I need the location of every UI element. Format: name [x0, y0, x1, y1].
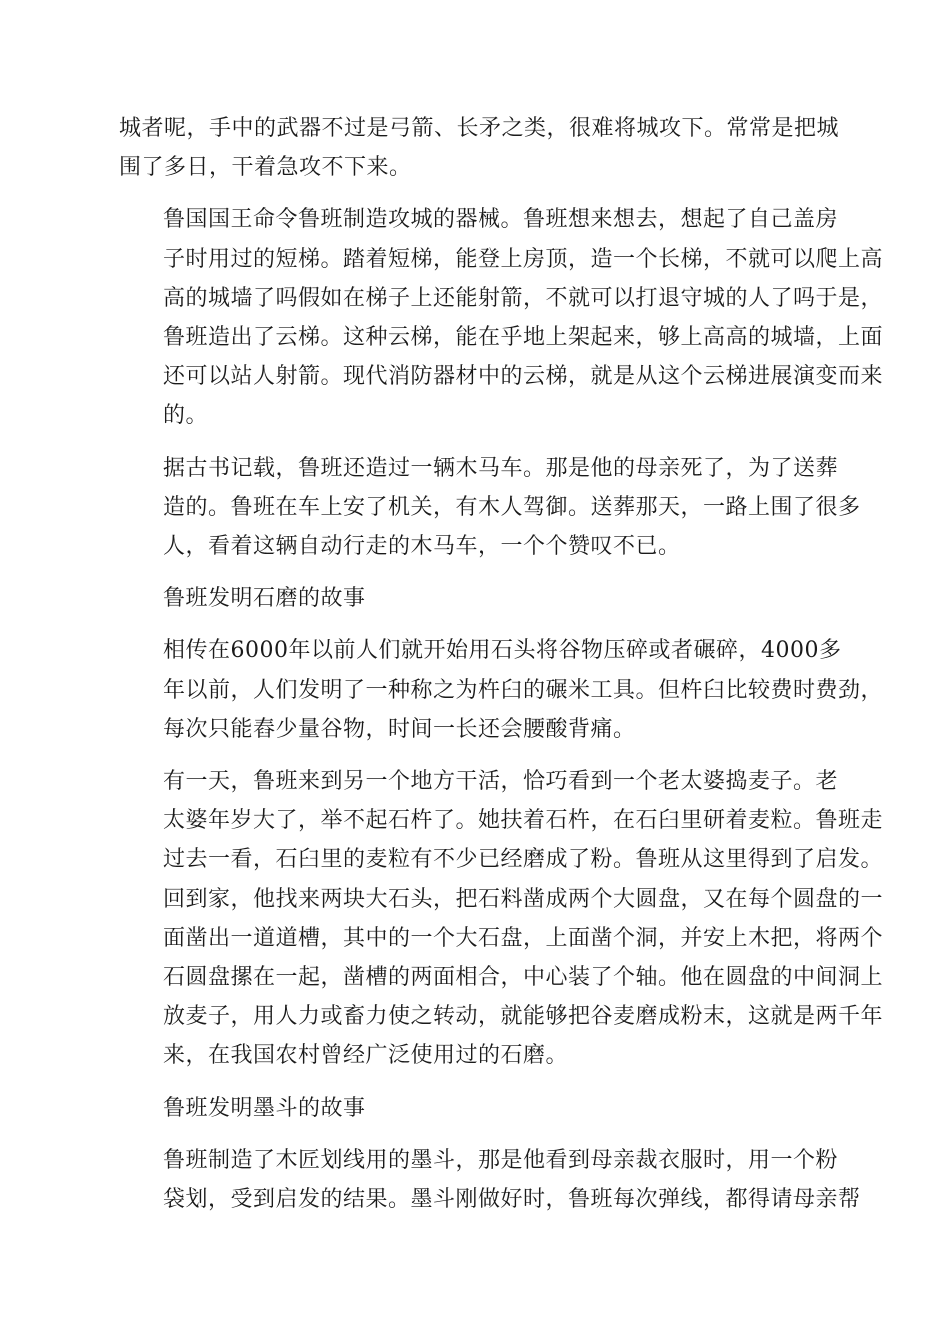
- paragraph-stone-mill-invention: [119, 762, 884, 1076]
- text-line: 回到家，他找来两块大石头，把石料凿成两个大圆盘，又在每个圆盘的一: [163, 886, 884, 912]
- heading-text: 鲁班发明石磨的故事: [163, 586, 366, 612]
- text-line: 来，在我国农村曾经广泛使用过的石磨。: [163, 1043, 569, 1069]
- text-line: 鲁班制造了木匠划线用的墨斗，那是他看到母亲裁衣服时，用一个粉: [163, 1147, 839, 1173]
- text-line: 有一天，鲁班来到另一个地方干活，恰巧看到一个老太婆捣麦子。老: [163, 769, 839, 795]
- text-line: 石圆盘摞在一起，凿槽的两面相合，中心装了个轴。他在圆盘的中间洞上: [163, 965, 884, 991]
- text-line: 子时用过的短梯。踏着短梯，能登上房顶，造一个长梯，不就可以爬上高: [163, 246, 884, 272]
- text-line: 人，看着这辆自动行走的木马车，一个个赞叹不已。: [163, 534, 681, 560]
- text-line: 面凿出一道道槽，其中的一个大石盘，上面凿个洞，并安上木把，将两个: [163, 925, 884, 951]
- paragraph-cloud-ladder: [119, 200, 884, 435]
- paragraph-pestle-mortar: [119, 631, 884, 749]
- paragraph-wooden-horse-cart: [119, 449, 861, 567]
- text-line: 袋划，受到启发的结果。墨斗刚做好时，鲁班每次弹线，都得请母亲帮: [163, 1187, 861, 1213]
- heading-text: 鲁班发明墨斗的故事: [163, 1095, 366, 1121]
- section-heading-stone-mill: [119, 579, 833, 618]
- text-line: 年以前，人们发明了一种称之为杵臼的碾米工具。但杵臼比较费时费劲，: [163, 677, 884, 703]
- text-line: 围了多日，干着急攻不下来。: [119, 155, 412, 181]
- text-line: 鲁国国王命令鲁班制造攻城的器械。鲁班想来想去，想起了自己盖房: [163, 207, 839, 233]
- text-line: 鲁班造出了云梯。这种云梯，能在乎地上架起来，够上高高的城墙，上面: [163, 325, 884, 351]
- text-line: 每次只能舂少量谷物，时间一长还会腰酸背痛。: [163, 716, 636, 742]
- text-line: 高的城墙了吗假如在梯子上还能射箭，不就可以打退守城的人了吗于是，: [163, 285, 884, 311]
- text-line: 过去一看，石臼里的麦粒有不少已经磨成了粉。鲁班从这里得到了启发。: [163, 847, 884, 873]
- text-line: 城者呢，手中的武器不过是弓箭、长矛之类，很难将城攻下。常常是把城: [119, 116, 840, 141]
- section-heading-ink-marker: [119, 1089, 833, 1128]
- text-line: 据古书记载，鲁班还造过一辆木马车。那是他的母亲死了，为了送葬: [163, 455, 839, 481]
- text-line: 放麦子，用人力或畜力使之转动，就能够把谷麦磨成粉末，这就是两千年: [163, 1004, 884, 1030]
- document-body: [119, 109, 884, 1232]
- text-line: 造的。鲁班在车上安了机关，有木人驾御。送葬那天，一路上围了很多: [163, 494, 861, 520]
- text-line: 相传在6000年以前人们就开始用石头将谷物压碎或者碾碎，4000多: [163, 638, 842, 664]
- text-line: 的。: [163, 403, 209, 429]
- paragraph-ink-marker: [119, 1141, 861, 1219]
- text-line: 太婆年岁大了，举不起石杵了。她扶着石杵，在石臼里研着麦粒。鲁班走: [163, 808, 884, 834]
- text-line: 还可以站人射箭。现代消防器材中的云梯，就是从这个云梯进展演变而来: [163, 364, 884, 390]
- paragraph-siege-intro: [119, 109, 840, 187]
